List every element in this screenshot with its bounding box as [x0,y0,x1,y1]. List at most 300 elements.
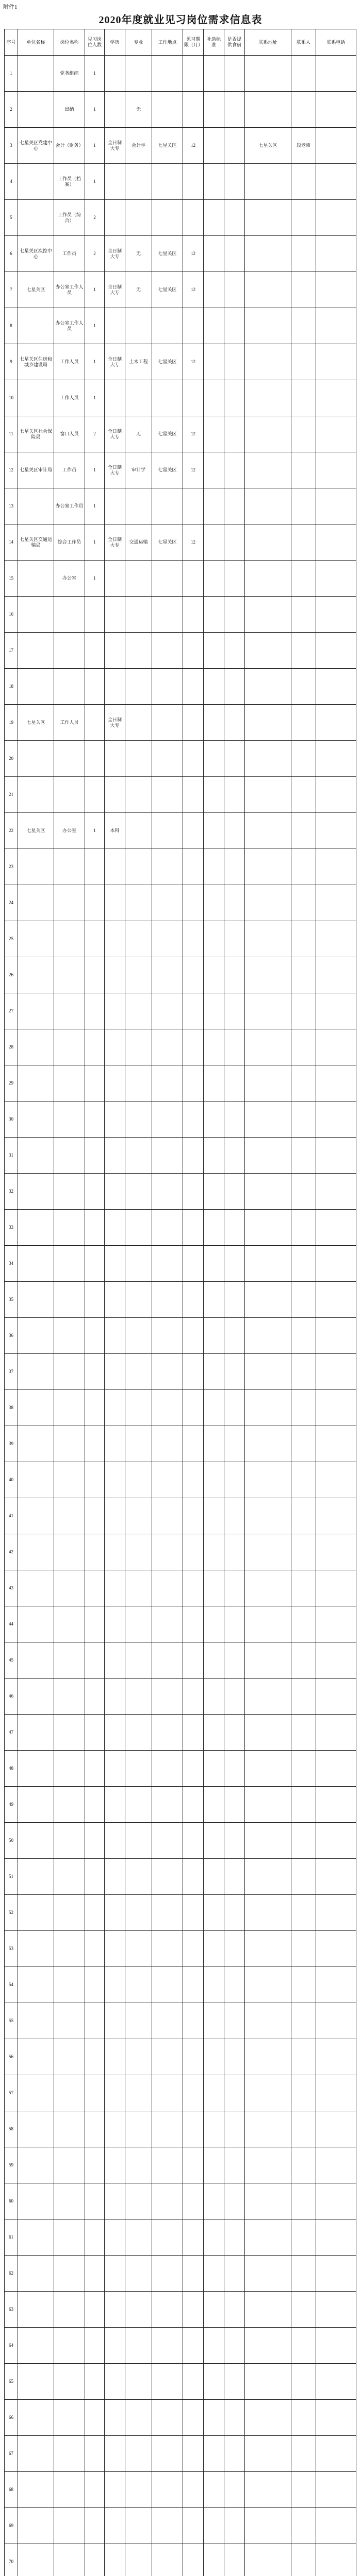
table-cell: 全日制大专 [105,452,125,488]
table-cell [54,1931,85,1967]
table-cell: 2 [5,92,18,128]
table-cell [54,849,85,885]
table-cell [152,1138,183,1174]
table-cell: 62 [5,2256,18,2292]
table-cell [152,2328,183,2364]
table-cell: 2 [85,416,105,452]
table-cell: 12 [183,236,204,272]
table-cell [18,1642,54,1679]
table-cell [18,2364,54,2400]
column-header: 联系地址 [245,29,291,56]
table-cell [204,1029,224,1065]
table-cell [18,1823,54,1859]
table-row [5,1174,356,1210]
table-cell [204,777,224,813]
table-cell [224,488,245,524]
table-cell [224,272,245,308]
table-cell [316,524,356,561]
table-cell [224,1390,245,1426]
table-cell [125,1931,152,1967]
table-cell [183,2111,204,2147]
table-cell [183,2256,204,2292]
table-cell [54,2508,85,2544]
table-cell: 61 [5,2219,18,2256]
table-cell [183,2364,204,2400]
table-cell: 3 [5,128,18,164]
table-cell [204,1065,224,1101]
table-cell [245,921,291,957]
table-cell [224,164,245,200]
table-cell [204,1679,224,1715]
table-cell [18,1426,54,1462]
table-cell [291,957,316,993]
table-cell [54,2328,85,2364]
table-cell [152,1282,183,1318]
table-row [5,921,356,957]
table-cell [18,1462,54,1498]
table-cell [245,92,291,128]
table-cell [125,1679,152,1715]
table-cell: 8 [5,308,18,344]
table-cell [125,2147,152,2183]
table-cell [204,921,224,957]
column-header: 是否提供食宿 [224,29,245,56]
table-cell [152,1751,183,1787]
table-row [5,164,356,200]
table-cell: 11 [5,416,18,452]
table-row [5,2472,356,2508]
table-cell [291,2256,316,2292]
table-cell [291,2436,316,2472]
table-cell [105,2400,125,2436]
table-cell [54,2364,85,2400]
table-cell [291,705,316,741]
table-cell [152,1174,183,1210]
table-cell [224,921,245,957]
table-cell: 34 [5,1246,18,1282]
table-cell [105,849,125,885]
table-cell [85,1534,105,1570]
table-cell [204,1715,224,1751]
table-cell [18,741,54,777]
table-cell [245,2075,291,2111]
table-cell [316,56,356,92]
table-cell [54,2111,85,2147]
table-cell [85,2219,105,2256]
table-cell: 41 [5,1498,18,1534]
table-cell [152,1642,183,1679]
table-cell [125,164,152,200]
table-cell [204,2219,224,2256]
table-cell [85,2292,105,2328]
table-cell: 19 [5,705,18,741]
table-cell: 16 [5,597,18,633]
table-cell: 37 [5,1354,18,1390]
table-cell [85,2400,105,2436]
table-cell [224,1462,245,1498]
table-cell [105,1282,125,1318]
table-row [5,813,356,849]
table-cell [224,1354,245,1390]
table-cell [204,2075,224,2111]
table-cell [18,561,54,597]
table-cell: 26 [5,957,18,993]
table-cell [18,56,54,92]
table-cell [183,1606,204,1642]
table-cell [245,1931,291,1967]
table-cell: 20 [5,741,18,777]
table-cell [18,2544,54,2576]
table-cell [245,2472,291,2508]
table-cell [291,1282,316,1318]
table-cell [204,1282,224,1318]
table-cell [125,1065,152,1101]
table-cell [224,92,245,128]
table-cell: 1 [85,56,105,92]
table-cell: 12 [183,452,204,488]
table-cell [224,2364,245,2400]
table-row [5,885,356,921]
table-cell [245,308,291,344]
table-cell [316,1570,356,1606]
table-row [5,1534,356,1570]
table-cell [85,2328,105,2364]
table-cell [125,1390,152,1426]
table-cell: 无 [125,236,152,272]
table-cell [224,56,245,92]
table-cell [85,1318,105,1354]
table-cell [105,488,125,524]
table-cell [105,2183,125,2219]
table-cell [18,2328,54,2364]
table-cell: 审计学 [125,452,152,488]
table-cell [125,2039,152,2075]
table-cell [316,1210,356,1246]
table-cell: 67 [5,2436,18,2472]
table-cell [85,2039,105,2075]
table-cell [105,1606,125,1642]
table-cell: 窗口人员 [54,416,85,452]
table-cell [183,1570,204,1606]
table-cell [183,2292,204,2328]
table-cell: 1 [85,164,105,200]
table-cell [183,2400,204,2436]
table-cell [291,1318,316,1354]
table-cell: 会计（财务） [54,128,85,164]
table-cell [245,705,291,741]
table-cell [152,164,183,200]
table-cell [152,993,183,1029]
table-cell [316,1354,356,1390]
table-cell [183,957,204,993]
table-cell [316,705,356,741]
table-cell [54,1679,85,1715]
table-cell [245,56,291,92]
table-cell [316,1462,356,1498]
table-cell [316,2400,356,2436]
table-cell [316,272,356,308]
table-cell [224,993,245,1029]
table-cell [54,921,85,957]
table-cell [245,1570,291,1606]
table-cell [125,561,152,597]
table-cell [204,200,224,236]
table-cell [54,1642,85,1679]
table-cell [85,1787,105,1823]
table-cell [105,2292,125,2328]
table-cell: 40 [5,1462,18,1498]
table-cell [105,1498,125,1534]
table-cell [152,1859,183,1895]
table-cell [105,741,125,777]
table-cell [183,1101,204,1138]
table-cell [18,885,54,921]
table-cell [224,2328,245,2364]
table-cell [125,1210,152,1246]
table-cell [125,2003,152,2039]
table-cell [316,813,356,849]
table-cell [204,1101,224,1138]
table-cell [152,1246,183,1282]
table-cell [152,669,183,705]
table-cell [125,1426,152,1462]
table-cell [85,1390,105,1426]
table-cell: 七星关区交通运输局 [18,524,54,561]
table-cell [54,1570,85,1606]
table-cell [316,669,356,705]
table-cell [105,1751,125,1787]
table-cell [18,1931,54,1967]
table-cell [18,2219,54,2256]
table-cell [125,1138,152,1174]
table-cell [316,2219,356,2256]
table-cell [224,2075,245,2111]
table-cell: 31 [5,1138,18,1174]
table-cell: 2 [85,236,105,272]
table-cell [224,1931,245,1967]
table-cell [54,2183,85,2219]
table-cell [18,308,54,344]
table-cell [18,1895,54,1931]
table-cell: 53 [5,1931,18,1967]
table-cell [316,236,356,272]
table-row [5,2075,356,2111]
table-row [5,452,356,488]
table-cell [85,1029,105,1065]
table-cell: 28 [5,1029,18,1065]
table-cell: 47 [5,1715,18,1751]
table-cell: 56 [5,2039,18,2075]
table-cell [224,1823,245,1859]
table-cell [125,488,152,524]
table-cell [204,2147,224,2183]
table-cell: 交通运输 [125,524,152,561]
table-cell [18,1859,54,1895]
table-cell [85,849,105,885]
table-cell [204,164,224,200]
table-cell [183,2039,204,2075]
table-cell: 12 [183,272,204,308]
table-cell [85,777,105,813]
column-header: 见习岗位人数 [85,29,105,56]
table-cell [291,1751,316,1787]
table-cell [316,1426,356,1462]
table-row [5,1282,356,1318]
table-cell [245,1174,291,1210]
table-cell [152,2003,183,2039]
table-cell: 4 [5,164,18,200]
table-cell [85,1101,105,1138]
table-cell [204,1174,224,1210]
table-cell [245,1390,291,1426]
table-cell [224,705,245,741]
table-cell [316,1318,356,1354]
table-cell [224,2003,245,2039]
table-cell [245,1823,291,1859]
table-cell [125,1642,152,1679]
table-cell [204,128,224,164]
table-cell [316,1174,356,1210]
table-cell [245,416,291,452]
table-cell: 1 [85,813,105,849]
table-cell: 工作人员 [54,380,85,416]
table-row [5,849,356,885]
column-header: 工作地点 [152,29,183,56]
table-row [5,1570,356,1606]
table-cell [125,2436,152,2472]
table-cell [245,2256,291,2292]
table-cell [183,597,204,633]
table-cell [245,849,291,885]
table-cell [85,2436,105,2472]
table-cell [245,2292,291,2328]
table-cell [204,1570,224,1606]
table-cell: 42 [5,1534,18,1570]
table-cell [105,1354,125,1390]
table-cell: 办公室 [54,561,85,597]
table-cell: 44 [5,1606,18,1642]
table-cell [316,777,356,813]
table-cell [125,1895,152,1931]
table-cell [316,633,356,669]
table-cell [85,1210,105,1246]
table-cell [54,1462,85,1498]
table-cell [316,308,356,344]
table-cell [54,1210,85,1246]
table-cell [18,1967,54,2003]
table-cell [224,1246,245,1282]
table-row [5,1426,356,1462]
table-cell [105,2436,125,2472]
table-cell: 工作人员 [54,705,85,741]
table-cell [85,2111,105,2147]
table-cell [204,2256,224,2292]
table-cell [125,705,152,741]
table-cell [245,813,291,849]
table-cell [18,1534,54,1570]
table-cell [291,1138,316,1174]
table-cell [204,488,224,524]
table-cell [316,849,356,885]
table-cell [105,1570,125,1606]
table-cell [316,2364,356,2400]
table-cell [125,1967,152,2003]
table-cell [152,1354,183,1390]
table-cell [204,452,224,488]
table-cell [291,1065,316,1101]
table-cell [105,2256,125,2292]
table-cell: 七星关区疾控中心 [18,236,54,272]
table-cell [54,669,85,705]
table-cell [54,1390,85,1426]
table-cell [316,921,356,957]
table-cell: 七星关区 [18,813,54,849]
table-cell [105,56,125,92]
table-cell [204,416,224,452]
table-cell [105,993,125,1029]
table-cell [183,885,204,921]
table-cell [224,2544,245,2576]
table-cell [105,669,125,705]
table-cell [245,2328,291,2364]
table-cell [152,1210,183,1246]
table-cell [183,200,204,236]
table-cell [85,1751,105,1787]
table-cell [204,1354,224,1390]
table-cell [245,1895,291,1931]
table-cell [183,849,204,885]
table-cell: 51 [5,1859,18,1895]
table-cell [18,2111,54,2147]
table-cell [85,1498,105,1534]
table-cell [105,1967,125,2003]
table-cell [245,2111,291,2147]
table-cell [245,1462,291,1498]
table-cell [105,1823,125,1859]
table-cell [291,561,316,597]
table-cell [224,380,245,416]
table-cell: 49 [5,1787,18,1823]
table-cell [224,885,245,921]
table-cell [245,1318,291,1354]
table-cell [152,1426,183,1462]
table-cell: 1 [85,128,105,164]
table-cell [291,2219,316,2256]
table-cell [152,1065,183,1101]
table-cell [85,1895,105,1931]
table-cell [291,2472,316,2508]
table-cell [125,777,152,813]
table-cell: 会计学 [125,128,152,164]
table-cell: 35 [5,1282,18,1318]
table-cell [125,2075,152,2111]
table-cell [152,2111,183,2147]
table-cell: 全日制大专 [105,416,125,452]
table-cell [18,2075,54,2111]
table-cell [316,2039,356,2075]
attachment-label: 附件1 [3,4,18,10]
table-cell [152,2039,183,2075]
table-cell [291,488,316,524]
table-row [5,1246,356,1282]
table-cell [316,2508,356,2544]
table-cell [54,597,85,633]
table-cell [224,2111,245,2147]
table-cell [291,56,316,92]
table-cell: 1 [85,561,105,597]
table-cell: 32 [5,1174,18,1210]
table-cell [105,2472,125,2508]
